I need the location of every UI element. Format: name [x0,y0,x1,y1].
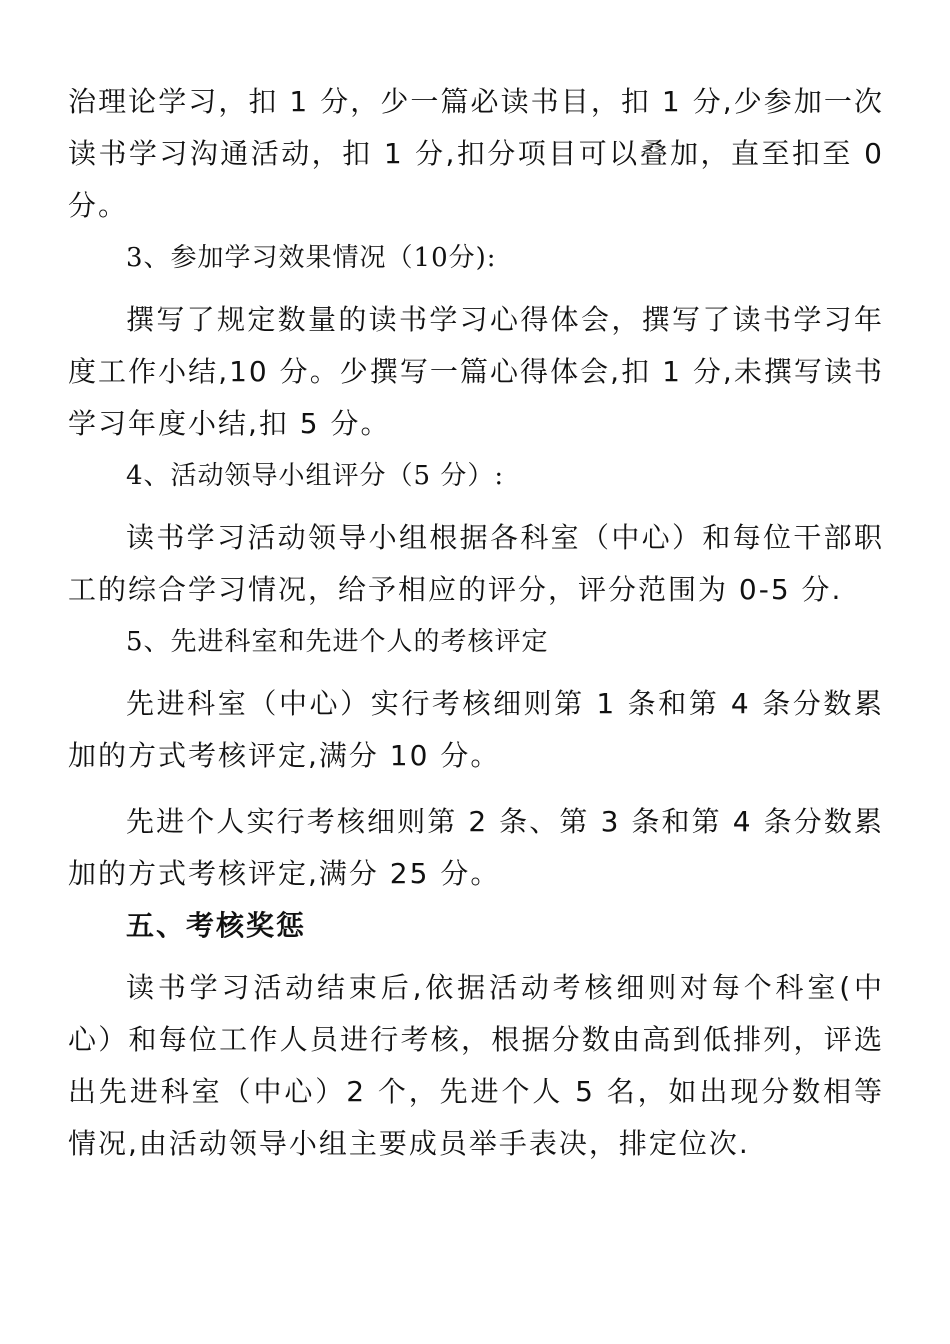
section-heading-rewards: 五、考核奖惩 [126,909,307,942]
paragraph-rewards: 读书学习活动结束后,依据活动考核细则对每个科室(中心）和每位工作人员进行考核，根据分数由高到低排列，评选出先进科室（中心）2 个，先进个人 5 名，如出现分数相等情况,由活动领导小组主要成员举手表决，排定位次. [68,971,884,1160]
paragraph-deduction-rules: 治理论学习，扣 1 分，少一篇必读书目，扣 1 分,少参加一次读书学习沟通活动，扣 1 分,扣分项目可以叠加，直至扣至 0 分。 [68,85,884,222]
paragraph-group-scoring: 读书学习活动领导小组根据各科室（中心）和每位干部职工的综合学习情况，给予相应的评分，评分范围为 0-5 分. [68,521,884,606]
subheading-learning-effect: 3、参加学习效果情况（10分): [126,243,497,273]
paragraph-learning-effect: 撰写了规定数量的读书学习心得体会，撰写了读书学习年度工作小结,10 分。少撰写一篇心得体会,扣 1 分,未撰写读书学习年度小结,扣 5 分。 [68,303,884,440]
paragraph-advanced-department: 先进科室（中心）实行考核细则第 1 条和第 4 条分数累加的方式考核评定,满分 10 分。 [68,687,884,772]
subheading-group-scoring: 4、活动领导小组评分（5 分）: [126,461,505,491]
paragraph-advanced-individual: 先进个人实行考核细则第 2 条、第 3 条和第 4 条分数累加的方式考核评定,满分 25 分。 [68,805,884,890]
subheading-advanced-evaluation: 5、先进科室和先进个人的考核评定 [126,627,549,657]
document-page [68,76,884,1170]
